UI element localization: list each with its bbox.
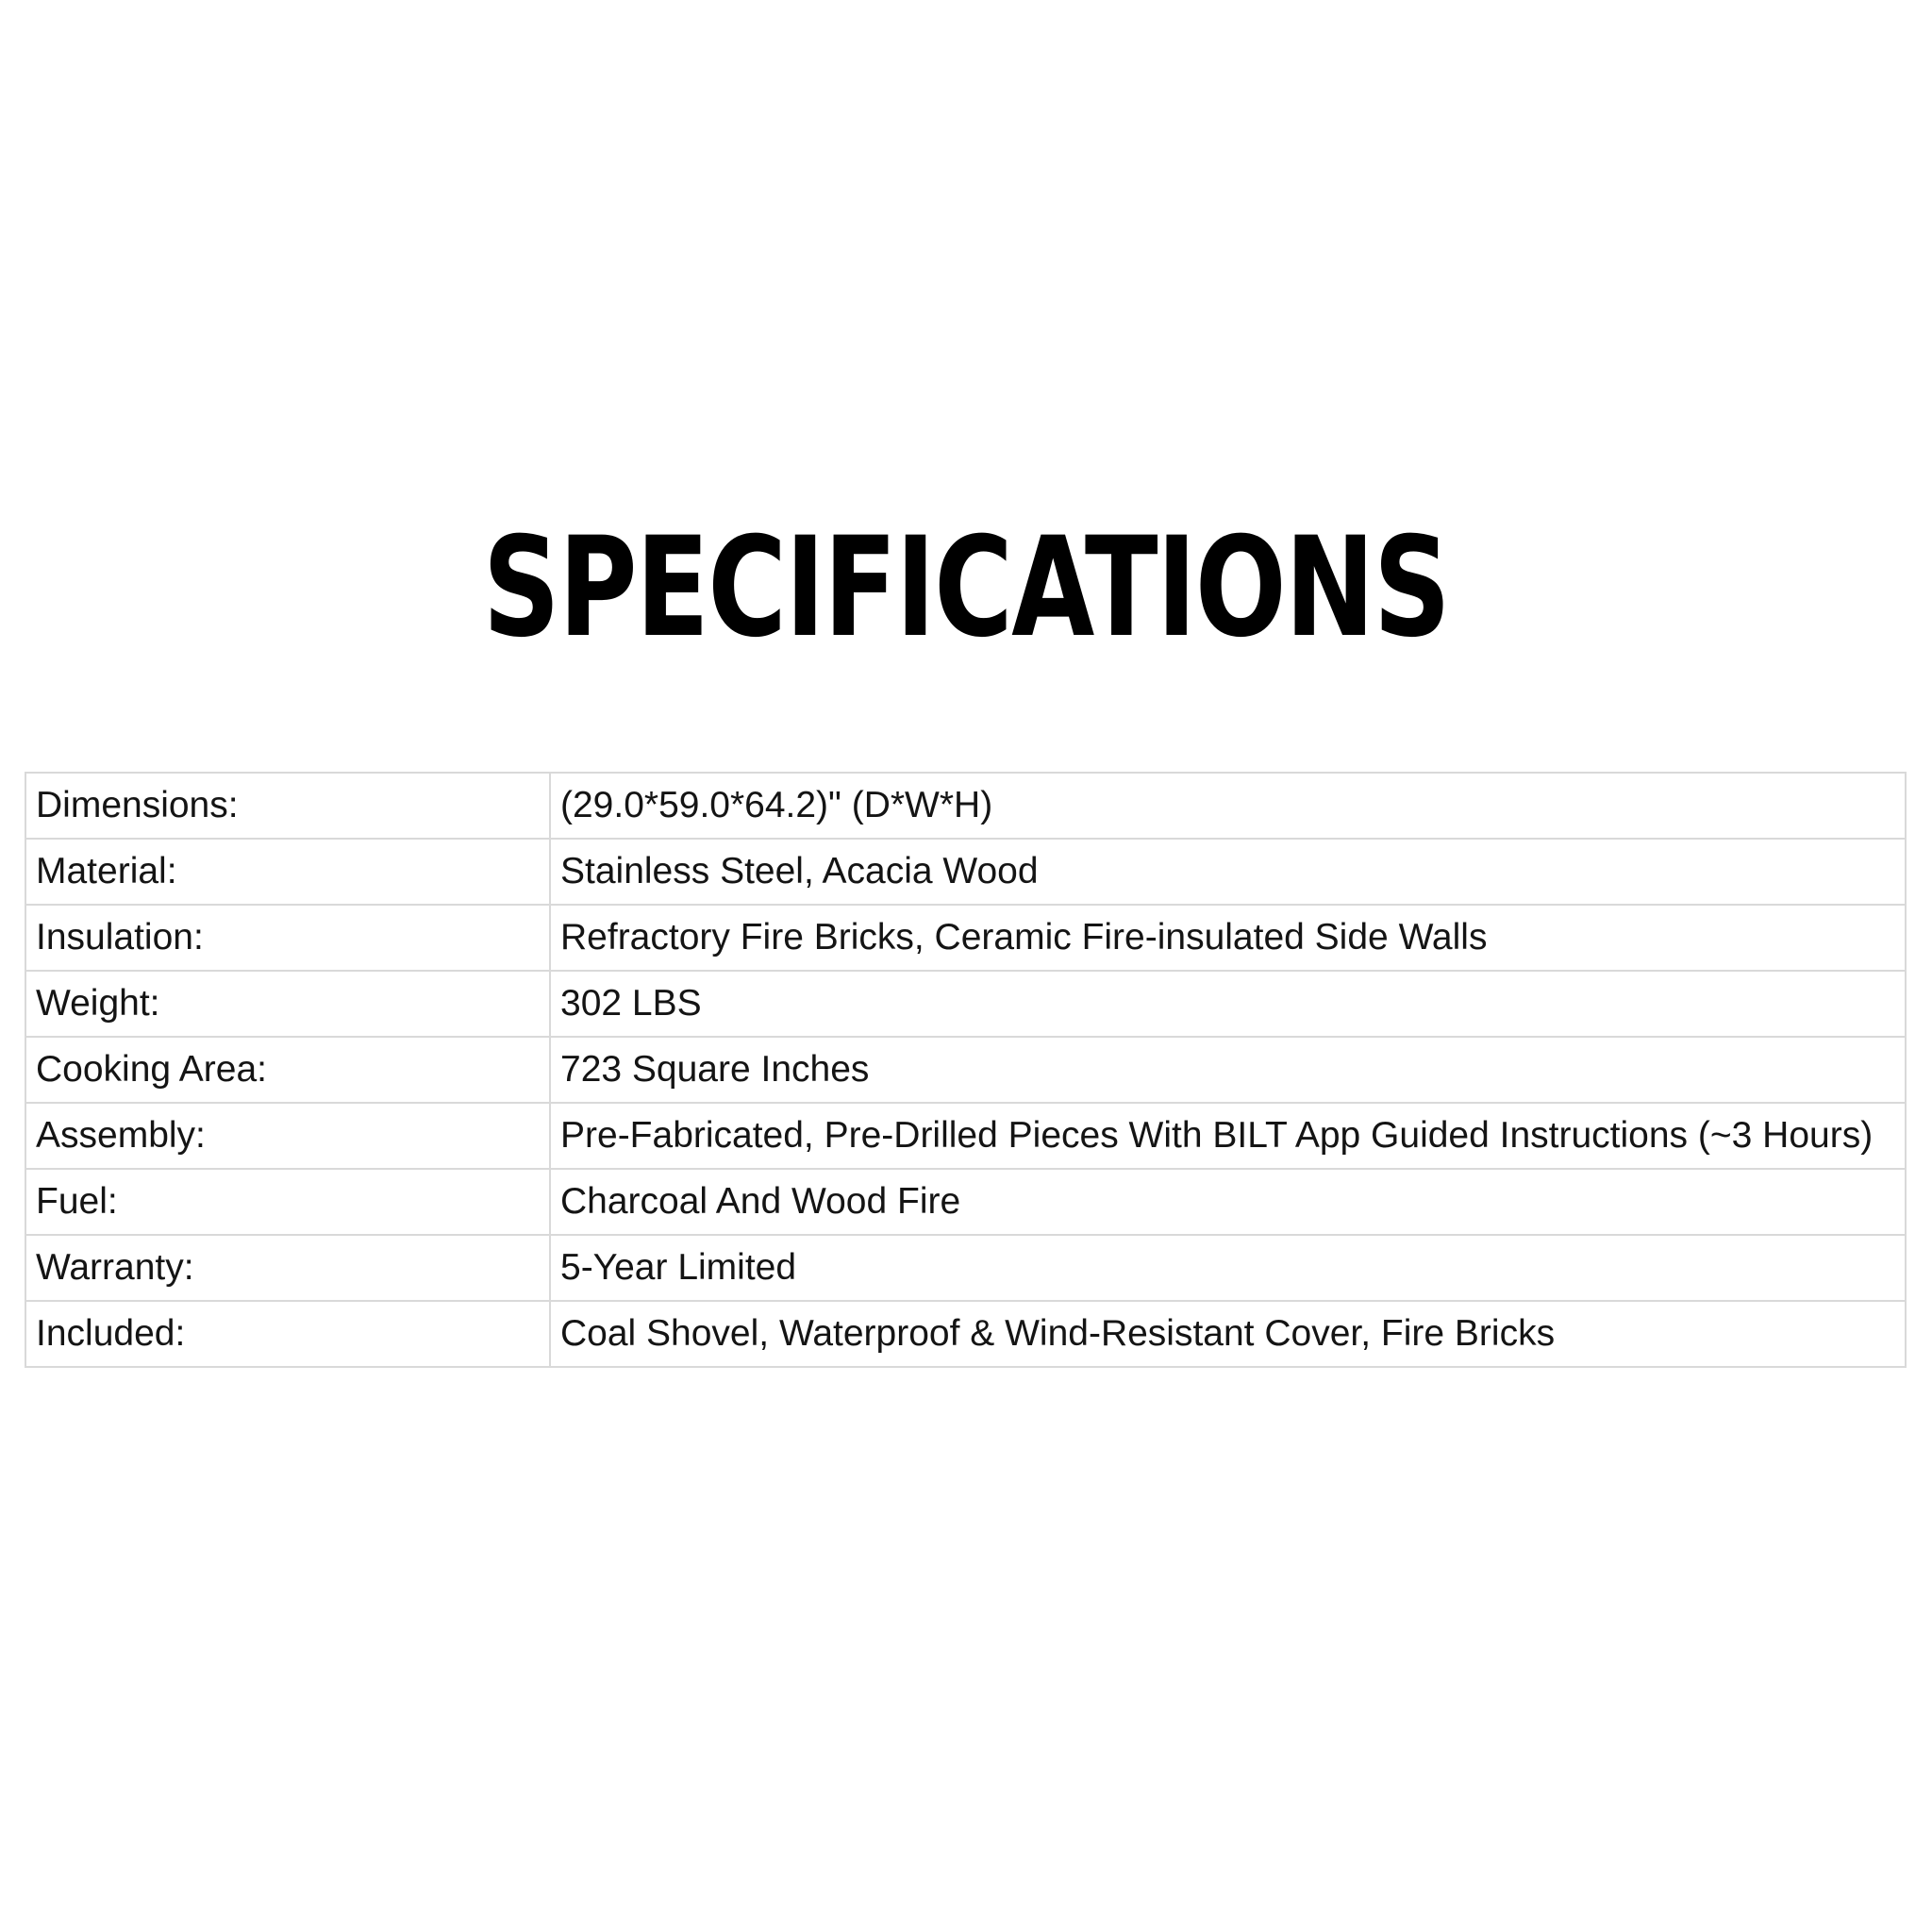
spec-label-weight: Weight:	[25, 971, 550, 1037]
spec-value-assembly: Pre-Fabricated, Pre-Drilled Pieces With BILT App Guided Instructions (~3 Hours)	[550, 1103, 1906, 1169]
spec-value-included: Coal Shovel, Waterproof & Wind-Resistant Cover, Fire Bricks	[550, 1301, 1906, 1367]
spec-label-assembly: Assembly:	[25, 1103, 550, 1169]
table-row	[25, 1301, 1906, 1367]
spec-value-dimensions: (29.0*59.0*64.2)" (D*W*H)	[550, 773, 1906, 839]
table-row	[25, 1037, 1906, 1103]
spec-label-insulation: Insulation:	[25, 905, 550, 971]
spec-value-warranty: 5-Year Limited	[550, 1235, 1906, 1301]
spec-value-weight: 302 LBS	[550, 971, 1906, 1037]
table-row	[25, 971, 1906, 1037]
table-row	[25, 1235, 1906, 1301]
table-row	[25, 1169, 1906, 1235]
spec-label-dimensions: Dimensions:	[25, 773, 550, 839]
specifications-table	[25, 772, 1907, 1368]
spec-label-included: Included:	[25, 1301, 550, 1367]
table-row	[25, 1103, 1906, 1169]
spec-value-insulation: Refractory Fire Bricks, Ceramic Fire-insulated Side Walls	[550, 905, 1906, 971]
spec-label-fuel: Fuel:	[25, 1169, 550, 1235]
table-row	[25, 905, 1906, 971]
spec-value-material: Stainless Steel, Acacia Wood	[550, 839, 1906, 905]
spec-label-material: Material:	[25, 839, 550, 905]
spec-label-warranty: Warranty:	[25, 1235, 550, 1301]
spec-value-cooking-area: 723 Square Inches	[550, 1037, 1906, 1103]
spec-label-cooking-area: Cooking Area:	[25, 1037, 550, 1103]
table-row	[25, 773, 1906, 839]
page-title: SPECIFICATIONS	[482, 508, 1450, 668]
table-row	[25, 839, 1906, 905]
spec-value-fuel: Charcoal And Wood Fire	[550, 1169, 1906, 1235]
